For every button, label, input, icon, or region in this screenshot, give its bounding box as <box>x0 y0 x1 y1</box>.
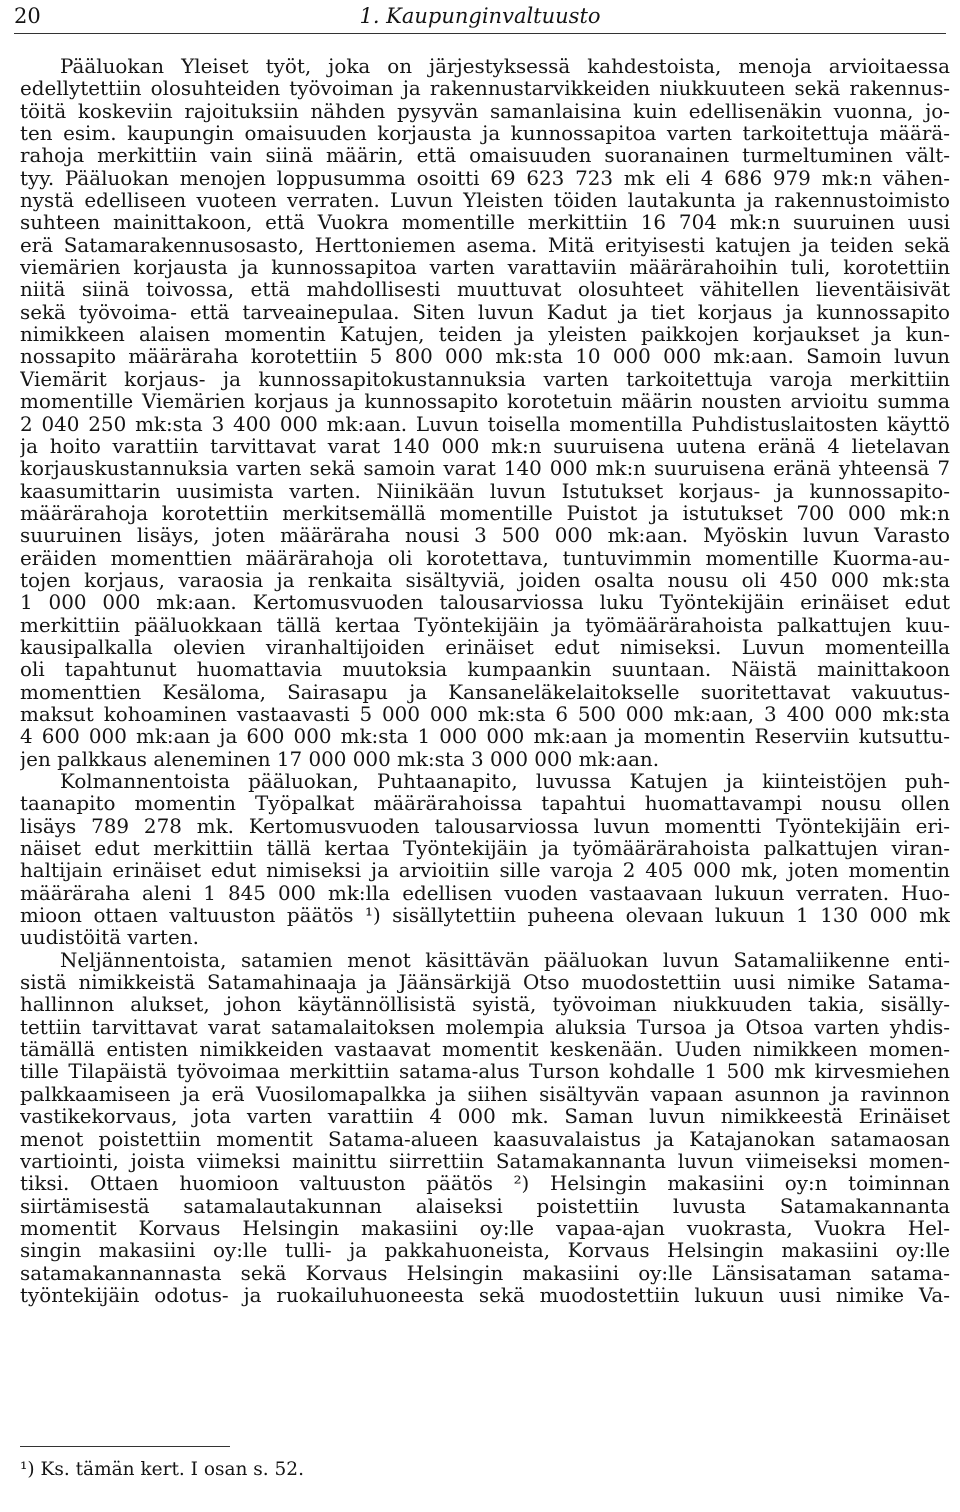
text-line: jen palkkaus aleneminen 17 000 000 mk:sta 3 000 000 mk:aan. <box>20 748 660 771</box>
text-line: vartiointi, joista viimeksi mainittu siirrettiin Satamakannanta luvun viimeiseksi momen- <box>20 1150 950 1173</box>
header-rule <box>14 33 946 34</box>
text-line: haltijain erinäiset edut nimiseksi ja arvioitiin sille varoja 2 405 000 mk, joten momentin <box>20 860 950 883</box>
text-line: edellytettiin olosuhteiden työvoiman ja rakennustarvikkeiden niukkuuteen sekä rakennus- <box>20 78 950 101</box>
footnote-text: Ks. tämän kert. I osan s. 52. <box>40 1459 304 1480</box>
text-line: erä Satamarakennusosasto, Herttoniemen asema. Mitä erityisesti katujen ja teiden sekä <box>20 234 950 257</box>
text-line: lisäys 789 278 mk. Kertomusvuoden talousarviossa luvun momentti Työntekijäin eri- <box>20 815 950 838</box>
text-line: singin makasiini oy:lle tulli- ja pakkahuoneista, Korvaus Helsingin makasiini oy:lle <box>20 1240 950 1263</box>
text-line: nimikkeen alaisen momentin Katujen, teiden ja yleisten paikkojen korjaukset ja kun- <box>20 324 950 347</box>
text-line: viemärien korjausta ja kunnossapitoa varten varattaviin määrärahoihin tuli, korotettiin <box>20 257 950 280</box>
text-line: oli tapahtunut huomattavia muutoksia kumpaankin suuntaan. Näistä mainittakoon <box>20 659 950 682</box>
text-line: tyy. Pääluokan menojen loppusumma osoitti 69 623 723 mk eli 4 686 979 mk:n vähen- <box>20 167 950 190</box>
text-line: nossapito määräraha korotettiin 5 800 000 mk:sta 10 000 000 mk:aan. Samoin luvun <box>20 346 950 369</box>
running-head: 1. Kaupunginvaltuusto <box>359 4 601 28</box>
text-line: tiksi. Ottaen huomioon valtuuston päätös ²) Helsingin makasiini oy:n toiminnan <box>20 1173 950 1196</box>
text-line: eräiden momenttien määrärahoja oli korotettava, tuntuvimmin momentille Kuorma-au- <box>20 547 950 570</box>
text-line: nystä edelliseen vuoteen verraten. Luvun Yleisten töiden lautakunta ja rakennustoimisto <box>20 190 950 213</box>
text-line: Viemärit korjaus- ja kunnossapitokustannuksia varten tarkoitettuja varoja merkittiin <box>20 368 950 391</box>
text-line: ja hoito varattiin tarvittavat varat 140 000 mk:n suuruisena uutena eränä 4 lietelavan <box>20 435 950 458</box>
text-line: sekä työvoima- että tarveainepulaa. Siten luvun Kadut ja tiet korjaus ja kunnossapito <box>20 301 950 324</box>
text-line: töitä koskeviin rajoituksiin nähden pysyvän samanlaisina kuin edellisenäkin vuonna, jo- <box>20 100 950 123</box>
text-line: tojen korjaus, varaosia ja renkaita sisältyviä, joiden osalta nousu oli 450 000 mk:sta <box>20 569 950 592</box>
text-line: tille Tilapäistä työvoimaa merkittiin satama-alus Turson kohdalle 1 500 mk kirvesmiehen <box>20 1061 950 1084</box>
text-line: uudistöitä varten. <box>20 927 199 950</box>
text-line: vastikekorvaus, jota varten varattiin 4 000 mk. Saman luvun nimikkeestä Erinäiset <box>20 1106 950 1129</box>
text-line: niitä siinä toivossa, että mahdollisesti muuttuvat olosuhteet vähitellen lieventäisivät <box>20 279 950 302</box>
text-line: määräraha aleni 1 845 000 mk:lla edellisen vuoden vastaavaan lukuun verraten. Huo- <box>20 882 950 905</box>
text-line: näiset edut merkittiin tällä kertaa Työntekijäin ja työmäärärahoista palkattujen viran- <box>20 838 950 861</box>
text-line: Kolmannentoista pääluokan, Puhtaanapito, luvussa Katujen ja kiinteistöjen puh- <box>60 771 950 793</box>
text-line: hallinnon alukset, johon käytännöllisistä syistä, työvoiman niukkuuden takia, sisälly- <box>20 994 950 1017</box>
text-line: kausipalkalla olevien viranhaltijoiden erinäiset edut nimiseksi. Luvun momenteilla <box>20 636 950 659</box>
text-line: palkkaamiseen ja erä Vuosilomapalkka ja siihen sisältyvän vapaan asunnon ja ravinnon <box>20 1083 950 1106</box>
text-line: momentit Korvaus Helsingin makasiini oy:lle vapaa-ajan vuokrasta, Vuokra Hel- <box>20 1217 950 1240</box>
text-line: mioon ottaen valtuuston päätös ¹) sisällytettiin puheena olevaan lukuun 1 130 000 mk <box>20 905 950 928</box>
text-line: työntekijäin odotus- ja ruokailuhuoneesta sekä muodostettiin lukuun uusi nimike Va- <box>20 1284 950 1307</box>
text-line: Neljännentoista, satamien menot käsittävän pääluokan luvun Satamaliikenne enti- <box>60 949 950 972</box>
footnote-rule <box>20 1446 230 1447</box>
text-line: taanapito momentin Työpalkat määrärahoissa tapahtui huomattavampi nousu ollen <box>20 793 950 816</box>
text-line: tettiin tarvittavat varat satamalaitoksen molempia aluksia Tursoa ja Otsoa varten yhdis- <box>20 1016 950 1039</box>
text-line: merkittiin pääluokkaan tällä kertaa Työntekijäin ja työmäärärahoista palkattujen kuu- <box>20 614 950 637</box>
text-line: sistä nimikkeistä Satamahinaaja ja Jäänsärkijä Otso muodostettiin uusi nimike Satama- <box>20 972 950 995</box>
text-line: Pääluokan Yleiset työt, joka on järjestyksessä kahdestoista, menoja arvioitaessa <box>60 56 950 78</box>
text-line: määrärahoja korotettiin merkitsemällä momentille Puistot ja istutukset 700 000 mk:n <box>20 502 950 525</box>
text-line: ten esim. kaupungin omaisuuden korjausta ja kunnossapitoa varten tarkoitettuja määrä- <box>20 123 950 146</box>
text-line: korjauskustannuksia varten sekä samoin varat 140 000 mk:n suuruisena eränä yhteensä 7 <box>20 458 950 481</box>
footnote-marker: ¹) <box>20 1459 35 1480</box>
text-line: siirtämisestä satamalautakunnan alaiseksi poistettiin luvusta Satamakannanta <box>20 1195 950 1218</box>
page-header <box>14 2 946 32</box>
text-line: momenttien Kesäloma, Sairasapu ja Kansaneläkelaitokselle suoritettavat vakuutus- <box>20 681 950 704</box>
text-line: menot poistettiin momentit Satama-alueen kaasuvalaistus ja Katajanokan satamaosan <box>20 1128 950 1151</box>
footnote <box>20 1458 304 1482</box>
text-line: maksut kohoaminen vastaavasti 5 000 000 mk:sta 6 500 000 mk:aan, 3 400 000 mk:sta <box>20 703 950 726</box>
text-line: momentille Viemärien korjaus ja kunnossapito korotetuin määrin nousten arvioitu summa <box>20 391 950 414</box>
text-line: suuruinen lisäys, joten määräraha nousi 3 500 000 mk:aan. Myöskin luvun Varasto <box>20 525 950 548</box>
body-text <box>20 56 950 1307</box>
text-line: kaasumittarin uusimista varten. Niinikään luvun Istutukset korjaus- ja kunnossapito- <box>20 480 950 503</box>
text-line: satamakannannasta sekä Korvaus Helsingin makasiini oy:lle Länsisataman satama- <box>20 1262 950 1285</box>
text-line: rahoja merkittiin vain siinä määrin, että omaisuuden suoranainen turmeltuminen vält- <box>20 145 950 168</box>
text-line: 1 000 000 mk:aan. Kertomusvuoden talousarviossa luku Työntekijäin erinäiset edut <box>20 592 950 615</box>
text-line: 2 040 250 mk:sta 3 400 000 mk:aan. Luvun toisella momentilla Puhdistuslaitosten käyttö <box>20 413 950 436</box>
page-number: 20 <box>14 4 41 28</box>
text-line: suhteen mainittakoon, että Vuokra momentille merkittiin 16 704 mk:n suuruinen uusi <box>20 212 950 235</box>
text-line: 4 600 000 mk:aan ja 600 000 mk:sta 1 000 000 mk:aan ja momentin Reserviin kutsuttu- <box>20 726 950 749</box>
text-line: tämällä entisten nimikkeiden vastaavat momentit keskenään. Uuden nimikkeen momen- <box>20 1039 950 1062</box>
